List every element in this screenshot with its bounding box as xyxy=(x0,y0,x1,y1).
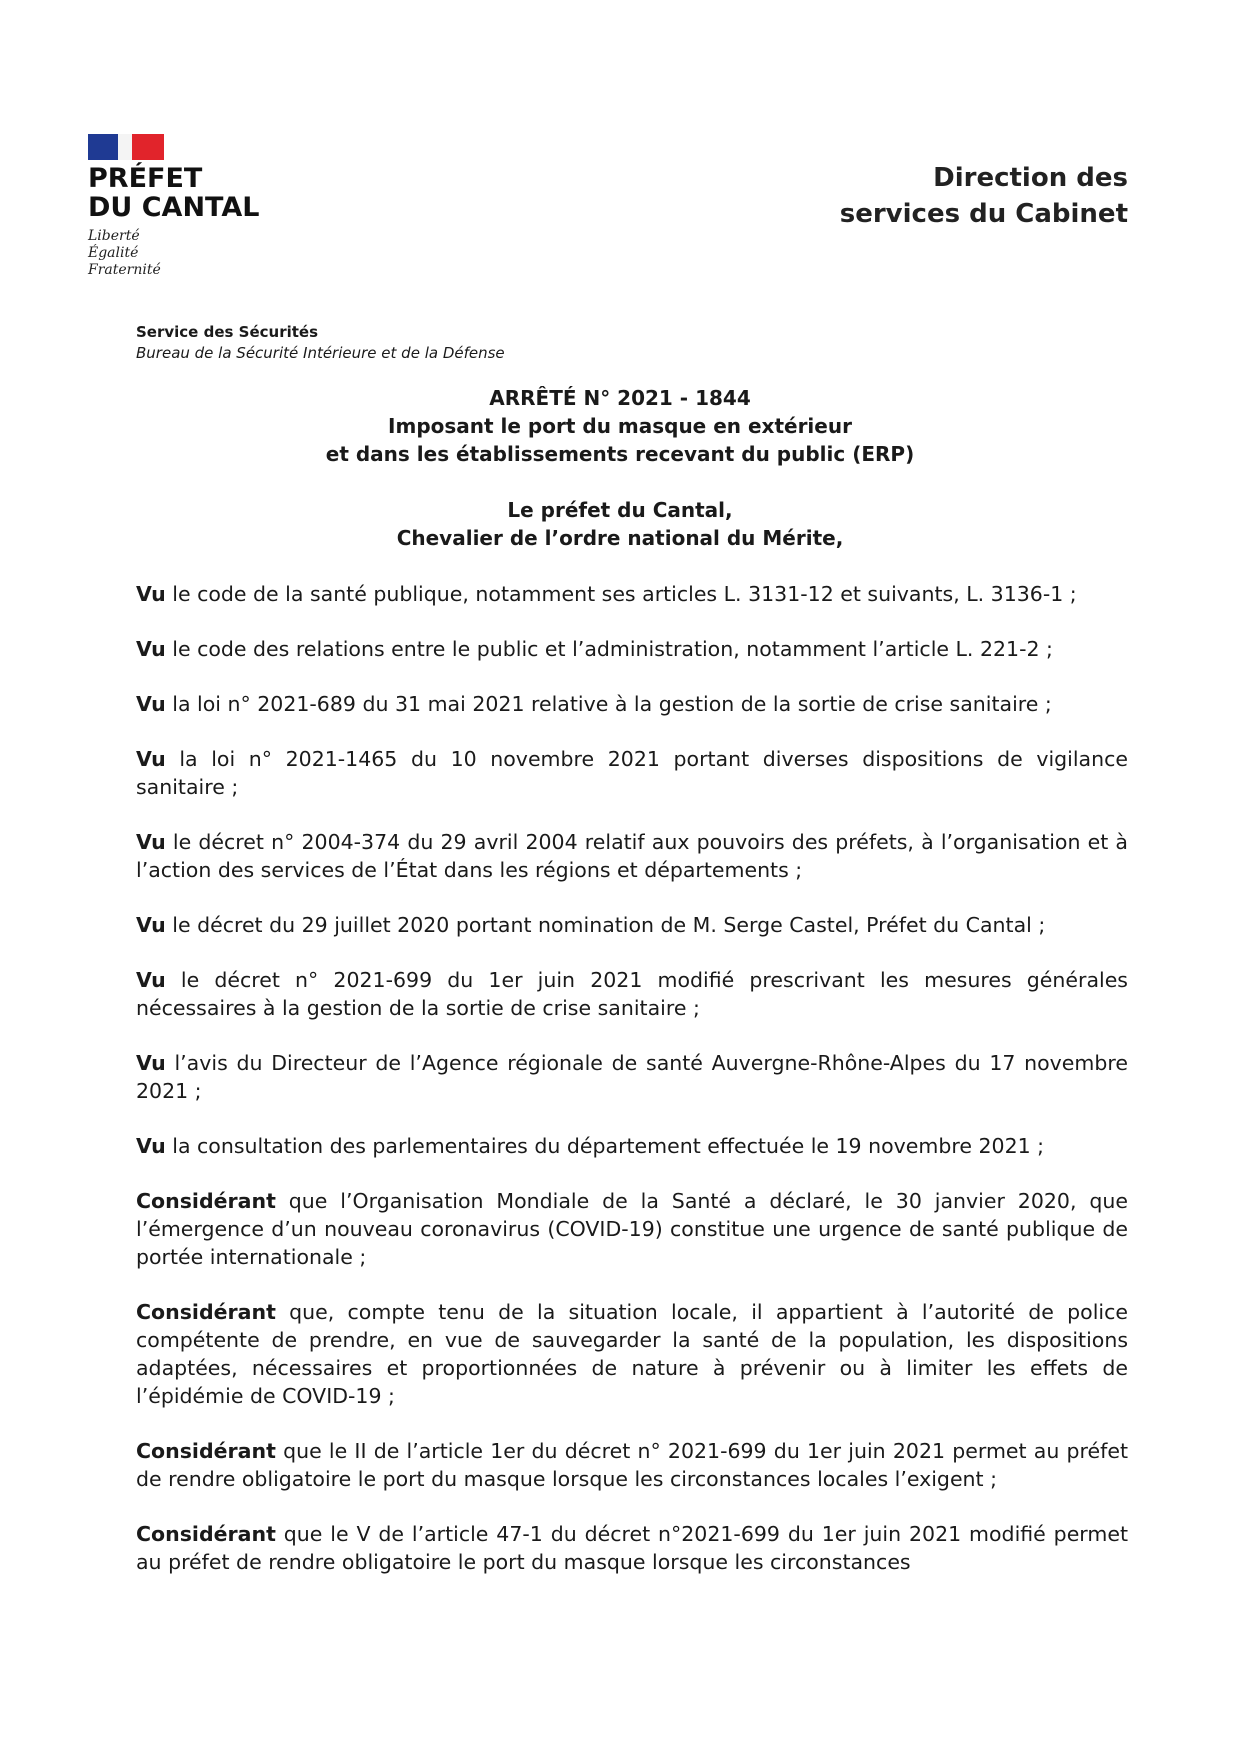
paragraph-text: le décret n° 2004-374 du 29 avril 2004 relatif aux pouvoirs des préfets, à l’organisation et à l’action des services de l’État dans les régions et départements ; xyxy=(136,830,1128,882)
prefet-title xyxy=(0,496,1240,552)
prefecture-name-line1: PRÉFET xyxy=(88,163,203,194)
paragraph xyxy=(136,690,1128,718)
paragraph-lead: Vu xyxy=(136,692,166,716)
direction-line2: services du Cabinet xyxy=(839,199,1128,229)
paragraph xyxy=(136,580,1128,608)
paragraph-text: que le V de l’article 47-1 du décret n°2021-699 du 1er juin 2021 modifié permet au préfet de rendre obligatoire le port du masque lorsque les circonstances xyxy=(136,1522,1128,1574)
paragraph-text: la loi n° 2021-689 du 31 mai 2021 relative à la gestion de la sortie de crise sanitaire ; xyxy=(165,692,1052,716)
prefecture-name xyxy=(88,164,259,222)
paragraph-text: que, compte tenu de la situation locale, il appartient à l’autorité de police compétente de prendre, en vue de sauvegarder la santé de la population, les dispositions adaptées, nécessaires et proportionnées de nature à prévenir ou à limiter les effets de l’épidémie de COVID-19 ; xyxy=(136,1300,1128,1408)
paragraph-lead: Vu xyxy=(136,582,166,606)
paragraph xyxy=(136,635,1128,663)
paragraph-text: que l’Organisation Mondiale de la Santé a déclaré, le 30 janvier 2020, que l’émergence d’un nouveau coronavirus (COVID-19) constitue une urgence de santé publique de portée internationale ; xyxy=(136,1189,1128,1269)
marianne-flag-icon xyxy=(88,134,164,160)
paragraph-lead: Vu xyxy=(136,968,166,992)
paragraph-text: la consultation des parlementaires du département effectuée le 19 novembre 2021 ; xyxy=(165,1134,1045,1158)
decree-subject-line2: et dans les établissements recevant du public (ERP) xyxy=(325,442,915,466)
service-block xyxy=(136,322,505,364)
paragraph-lead: Considérant xyxy=(136,1439,276,1463)
service-name: Service des Sécurités xyxy=(136,323,318,341)
paragraph xyxy=(136,745,1128,801)
paragraph xyxy=(136,1437,1128,1493)
paragraph xyxy=(136,1187,1128,1271)
paragraph xyxy=(136,828,1128,884)
paragraph-text: que le II de l’article 1er du décret n° 2021-699 du 1er juin 2021 permet au préfet de rendre obligatoire le port du masque lorsque les circonstances locales l’exigent ; xyxy=(136,1439,1128,1491)
bureau-name: Bureau de la Sécurité Intérieure et de la Défense xyxy=(136,344,505,362)
paragraph xyxy=(136,1520,1128,1576)
paragraph-text: le décret du 29 juillet 2020 portant nomination de M. Serge Castel, Préfet du Cantal ; xyxy=(165,913,1046,937)
paragraph xyxy=(136,966,1128,1022)
paragraph xyxy=(136,911,1128,939)
paragraph xyxy=(136,1132,1128,1160)
motto-liberte: Liberté xyxy=(88,228,140,244)
paragraph-text: la loi n° 2021-1465 du 10 novembre 2021 portant diverses dispositions de vigilance sanitaire ; xyxy=(136,747,1128,799)
decree-subject-line1: Imposant le port du masque en extérieur xyxy=(388,414,852,438)
paragraph-lead: Considérant xyxy=(136,1300,276,1324)
prefet-title-line2: Chevalier de l’ordre national du Mérite, xyxy=(396,526,844,550)
decree-number: ARRÊTÉ N° 2021 - 1844 xyxy=(489,386,751,410)
paragraph-lead: Considérant xyxy=(136,1522,276,1546)
paragraph-lead: Vu xyxy=(136,637,166,661)
prefecture-logo xyxy=(88,134,259,279)
paragraph-text: l’avis du Directeur de l’Agence régionale de santé Auvergne-Rhône-Alpes du 17 novembre 2021 ; xyxy=(136,1051,1128,1103)
paragraph-lead: Vu xyxy=(136,1051,166,1075)
paragraph-lead: Vu xyxy=(136,830,166,854)
direction-line1: Direction des xyxy=(933,163,1128,193)
direction-heading xyxy=(840,160,1128,232)
decree-body xyxy=(136,580,1128,1576)
paragraph-lead: Vu xyxy=(136,1134,166,1158)
prefet-title-line1: Le préfet du Cantal, xyxy=(507,498,733,522)
motto-fraternite: Fraternité xyxy=(88,262,161,278)
republic-motto xyxy=(88,228,259,279)
paragraph-lead: Vu xyxy=(136,913,166,937)
paragraph-text: le code de la santé publique, notamment ses articles L. 3131-12 et suivants, L. 3136-1 ; xyxy=(165,582,1077,606)
paragraph-lead: Considérant xyxy=(136,1189,276,1213)
decree-title xyxy=(0,384,1240,468)
paragraph-text: le décret n° 2021-699 du 1er juin 2021 modifié prescrivant les mesures générales nécessaires à la gestion de la sortie de crise sanitaire ; xyxy=(136,968,1128,1020)
paragraph xyxy=(136,1049,1128,1105)
paragraph xyxy=(136,1298,1128,1410)
motto-egalite: Égalité xyxy=(88,245,139,261)
prefecture-name-line2: DU CANTAL xyxy=(88,192,260,223)
paragraph-text: le code des relations entre le public et l’administration, notamment l’article L. 221-2 ; xyxy=(165,637,1053,661)
paragraph-lead: Vu xyxy=(136,747,166,771)
